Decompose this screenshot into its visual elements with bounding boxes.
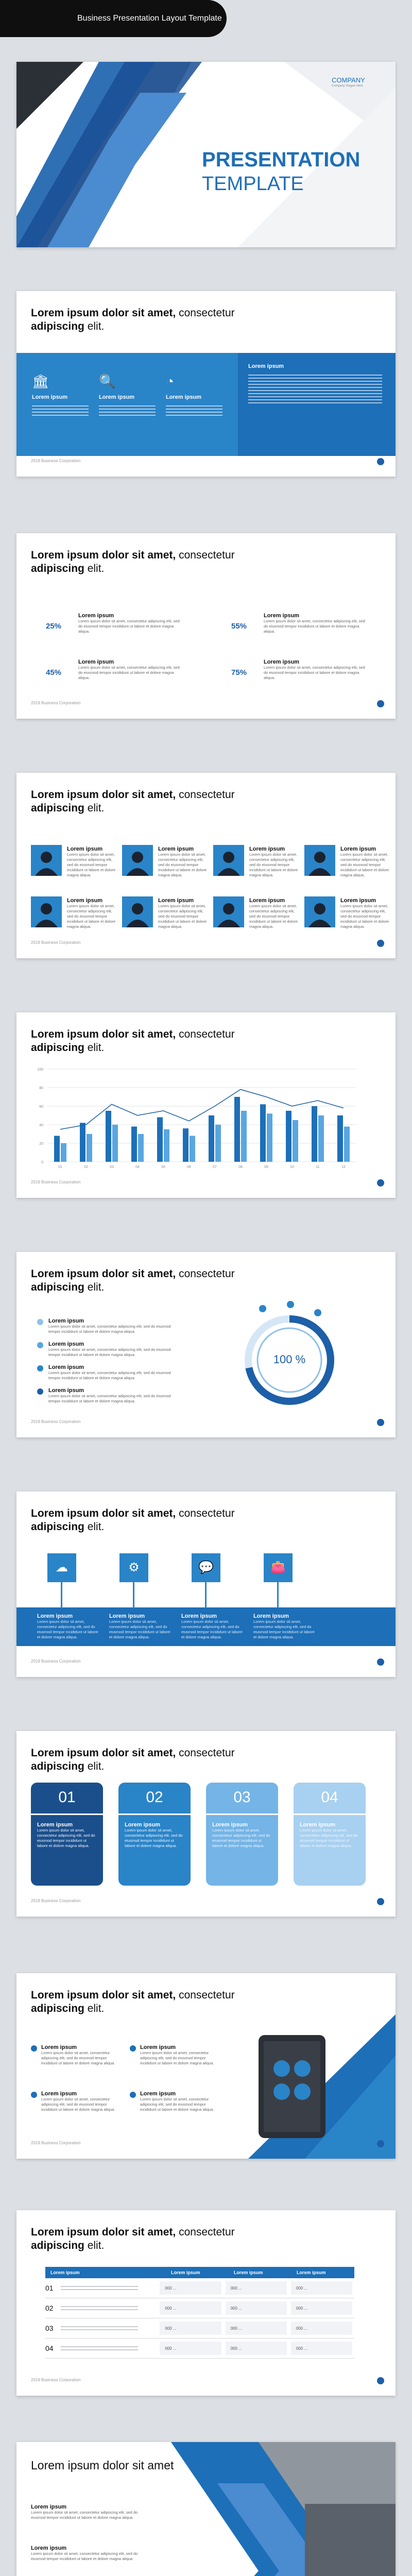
- bar-s1: [54, 1136, 60, 1162]
- x-tick: 02: [84, 1165, 88, 1169]
- bar-s1: [286, 1111, 291, 1162]
- cover-title-2: TEMPLATE: [202, 173, 304, 195]
- number-card: 03 Lorem ipsum Lorem ipsum dolor sit amet, consectetur adipiscing elit, sed do eiusmod tempor incididunt ut labore et dolore magna aliqua.: [206, 1783, 278, 1886]
- text-block: Lorem ipsum Lorem ipsum dolor sit amet, consectetur adipiscing elit, sed do eiusmod tempor incididunt ut labore et dolore magna aliqua.: [31, 2504, 138, 2520]
- search-icon: 🔍: [99, 374, 116, 389]
- bar-s2: [138, 1134, 144, 1162]
- avatar: [31, 845, 62, 876]
- bullet-dot: [130, 2092, 136, 2098]
- slide-closing: [16, 2442, 396, 2576]
- bar-s1: [80, 1123, 85, 1162]
- bar-s2: [267, 1113, 272, 1162]
- table-cell: 000 ...: [226, 2321, 287, 2335]
- bullet-dot: [37, 1388, 43, 1395]
- table-cell: 000 ...: [291, 2342, 352, 2355]
- slide-donut: Lorem ipsum dolor sit amet, consectetur adipiscing elit. 100 % 2019 Business Corporation Lorem ipsum Lorem ipsum dolor sit amet, consectetur adipiscing elit, sed do eiusmod tempor incididunt ut labore et dolore magna aliqua. Lorem ipsum Lorem ipsum dolor sit amet, consectetur adipiscing elit, sed do eiusmod tempor incididunt ut labore et dolore magna aliqua. Lorem ipsum Lorem ipsum dolor sit amet, consectetur adipiscing elit, sed do eiusmod tempor incididunt ut labore et dolore magna aliqua. Lorem ipsum Lorem ipsum dolor sit amet, consectetur adipiscing elit, sed do eiusmod tempor incididunt ut labore et dolore magna aliqua.: [16, 1252, 396, 1437]
- x-tick: 06: [187, 1165, 191, 1169]
- percent-value: 75%: [231, 668, 247, 677]
- bar-s1: [209, 1115, 214, 1162]
- slide-process: Lorem ipsum dolor sit amet, consectetur adipiscing elit. 2019 Business Corporation ☁ Lorem ipsum Lorem ipsum dolor sit amet, consectetur adipiscing elit, sed do eiusmod tempor incididunt ut labore et dolore magna aliqua. ⚙ Lorem ipsum Lorem ipsum dolor sit amet, consectetur adipiscing elit, sed do eiusmod tempor incididunt ut labore et dolore magna aliqua. 💬 Lorem ipsum Lorem ipsum dolor sit amet, consectetur adipiscing elit, sed do eiusmod tempor incididunt ut labore et dolore magna aliqua. 👛 Lorem ipsum Lorem ipsum dolor sit amet, consectetur adipiscing elit, sed do eiusmod tempor incididunt ut labore et dolore magna aliqua.: [16, 1492, 396, 1677]
- text-block: Lorem ipsum Lorem ipsum dolor sit amet, consectetur adipiscing elit, sed do eiusmod tempor incididunt ut labore et dolore magna aliqua.: [78, 613, 180, 634]
- bullet-dot: [37, 1365, 43, 1371]
- column-header: Lorem ipsum: [50, 2270, 80, 2275]
- number-card: 01 Lorem ipsum Lorem ipsum dolor sit amet, consectetur adipiscing elit, sed do eiusmod tempor incididunt ut labore et dolore magna aliqua.: [31, 1783, 103, 1886]
- table-row: [45, 2298, 354, 2318]
- bar-s2: [112, 1125, 118, 1162]
- text-block: Lorem ipsum Lorem ipsum dolor sit amet, consectetur adipiscing elit, sed do eiusmod tempor incididunt ut labore et dolore magna aliqua.: [340, 897, 389, 929]
- row-number: 03: [45, 2324, 54, 2332]
- y-tick: 100: [37, 1068, 43, 1072]
- header-bar: [0, 0, 227, 37]
- blue-banner: 🏛 🔍 ◔ Lorem ipsum Lorem ipsum Lorem ipsum Lorem ipsum: [16, 353, 396, 456]
- x-tick: 09: [264, 1165, 268, 1169]
- tablet-graphic: [16, 1973, 396, 2159]
- table-cell: 000 ...: [160, 2321, 221, 2335]
- header-label: Business Presentation Layout Template: [77, 14, 222, 23]
- process-text: Lorem ipsum Lorem ipsum dolor sit amet, consectetur adipiscing elit, sed do eiusmod tempor incididunt ut labore et dolore magna aliqua.: [109, 1613, 170, 1639]
- table-cell: 000 ...: [291, 2321, 352, 2335]
- text-block: Lorem ipsum Lorem ipsum dolor sit amet, consectetur adipiscing elit, sed do eiusmod tempor incididunt ut labore et dolore magna aliqua.: [249, 897, 298, 929]
- bullet-dot: [31, 2092, 37, 2098]
- bar-s1: [337, 1115, 343, 1162]
- card-number: 01: [58, 1789, 76, 1806]
- column-header: Lorem ipsum: [234, 2270, 263, 2275]
- slide-title: Lorem ipsum dolor sit amet, consectetur adipiscing elit.: [31, 307, 235, 332]
- x-tick: 01: [58, 1165, 62, 1169]
- avatar: [304, 896, 335, 927]
- x-tick: 10: [290, 1165, 294, 1169]
- slide-title: Lorem ipsum dolor sit amet, consectetur adipiscing elit.: [31, 1747, 235, 1772]
- bar-s2: [87, 1134, 92, 1162]
- bar-s1: [183, 1128, 188, 1162]
- x-tick: 05: [161, 1165, 165, 1169]
- slide-title: Lorem ipsum dolor sit amet, consectetur adipiscing elit.: [31, 2226, 235, 2251]
- bar-s2: [293, 1120, 298, 1162]
- bar-s1: [131, 1127, 137, 1162]
- row-number: 04: [45, 2344, 54, 2352]
- text-block: Lorem ipsum Lorem ipsum dolor sit amet, consectetur adipiscing elit, sed do eiusmod tempor incididunt ut labore et dolore magna aliqua.: [41, 2044, 115, 2065]
- slide-table: Lorem ipsum dolor sit amet, consectetur adipiscing elit. Lorem ipsum Lorem ipsum Lorem ipsum Lorem ipsum 01 000 ... 000 ... 000 ... 02 000 ... 000 ... 000 ... 03 000 ... 000 ... 000 ... 04 000 ... 000 ... 000 ... 2019 Business Corporation: [16, 2210, 396, 2396]
- text-block: Lorem ipsum Lorem ipsum dolor sit amet, consectetur adipiscing elit, sed do eiusmod tempor incididunt ut labore et dolore magna aliqua.: [67, 846, 116, 877]
- slide-cover: [16, 62, 396, 247]
- x-tick: 08: [238, 1165, 243, 1169]
- donut-center: 100 %: [273, 1353, 306, 1366]
- text-block: Lorem ipsum Lorem ipsum dolor sit amet, consectetur adipiscing elit, sed do eiusmod tempor incididunt ut labore et dolore magna aliqua.: [264, 613, 365, 634]
- y-tick: 60: [39, 1105, 43, 1109]
- cover-title-1: PRESENTATION: [202, 148, 360, 171]
- process-text: Lorem ipsum Lorem ipsum dolor sit amet, consectetur adipiscing elit, sed do eiusmod tempor incididunt ut labore et dolore magna aliqua.: [37, 1613, 98, 1639]
- bar-s2: [344, 1127, 350, 1162]
- number-card: 04 Lorem ipsum Lorem ipsum dolor sit amet, consectetur adipiscing elit, sed do eiusmod tempor incididunt ut labore et dolore magna aliqua.: [294, 1783, 366, 1886]
- y-tick: 20: [39, 1142, 43, 1146]
- company-slogan: Company Slogan Here: [332, 84, 363, 88]
- table-cell: 000 ...: [291, 2281, 352, 2295]
- bar-s2: [61, 1143, 66, 1162]
- text-block: Lorem ipsum Lorem ipsum dolor sit amet, consectetur adipiscing elit, sed do eiusmod tempor incididunt ut labore et dolore magna aliqua.: [78, 659, 180, 680]
- slide-title: Lorem ipsum dolor sit amet, consectetur adipiscing elit.: [31, 549, 235, 574]
- bar-s2: [318, 1115, 324, 1162]
- row-number: 01: [45, 2284, 54, 2292]
- table-row: [45, 2278, 354, 2298]
- avatar: [304, 845, 335, 876]
- table-row: [45, 2318, 354, 2338]
- bullet-dot: [130, 2045, 136, 2052]
- text-block: Lorem ipsum Lorem ipsum dolor sit amet, consectetur adipiscing elit, sed do eiusmod tempor incididunt ut labore et dolore magna aliqua.: [158, 846, 207, 877]
- x-tick: 03: [110, 1165, 114, 1169]
- table-cell: 000 ...: [291, 2301, 352, 2315]
- text-block: Lorem ipsum Lorem ipsum dolor sit amet, consectetur adipiscing elit, sed do eiusmod tempor incididunt ut labore et dolore magna aliqua.: [340, 846, 389, 877]
- slide-title: Lorem ipsum dolor sit amet, consectetur adipiscing elit.: [31, 1028, 235, 1054]
- table-cell: 000 ...: [226, 2281, 287, 2295]
- x-tick: 04: [135, 1165, 140, 1169]
- percent-value: 45%: [45, 668, 62, 677]
- card-number: 03: [233, 1789, 251, 1806]
- text-block: Lorem ipsum Lorem ipsum dolor sit amet, consectetur adipiscing elit, sed do eiusmod tempor incididunt ut labore et dolore magna aliqua.: [48, 1364, 171, 1380]
- bullet-dot: [31, 2045, 37, 2052]
- text-block: Lorem ipsum Lorem ipsum dolor sit amet, consectetur adipiscing elit, sed do eiusmod tempor incididunt ut labore et dolore magna aliqua.: [48, 1341, 171, 1357]
- table-cell: 000 ...: [160, 2342, 221, 2355]
- table-cell: 000 ...: [160, 2281, 221, 2295]
- slide-title: Lorem ipsum dolor sit amet, consectetur adipiscing elit.: [31, 1507, 235, 1533]
- company-name: COMPANY: [332, 76, 365, 84]
- trend-line: [60, 1090, 344, 1129]
- bullet-dot: [37, 1319, 43, 1325]
- cloud-icon: ☁: [47, 1553, 76, 1582]
- closing-title: Lorem ipsum dolor sit amet: [31, 2459, 174, 2472]
- slide-title: Lorem ipsum dolor sit amet, consectetur adipiscing elit.: [31, 789, 235, 814]
- bar-s1: [157, 1117, 163, 1162]
- slide-chart: Lorem ipsum dolor sit amet, consectetur adipiscing elit. 100 80 60 40 20 0 01 02 03 04 05 06 07 08 09 10 11 12 2019 Business Corporation: [16, 1012, 396, 1198]
- bar-s1: [234, 1097, 240, 1162]
- text-block: Lorem ipsum Lorem ipsum dolor sit amet, consectetur adipiscing elit, sed do eiusmod tempor incididunt ut labore et dolore magna aliqua.: [264, 659, 365, 680]
- table-row: [45, 2338, 354, 2359]
- y-tick: 80: [39, 1087, 43, 1090]
- number-card: 02 Lorem ipsum Lorem ipsum dolor sit amet, consectetur adipiscing elit, sed do eiusmod tempor incididunt ut labore et dolore magna aliqua.: [118, 1783, 191, 1886]
- x-tick: 12: [341, 1165, 346, 1169]
- process-text: Lorem ipsum Lorem ipsum dolor sit amet, consectetur adipiscing elit, sed do eiusmod tempor incididunt ut labore et dolore magna aliqua.: [253, 1613, 315, 1639]
- text-block: Lorem ipsum Lorem ipsum dolor sit amet, consectetur adipiscing elit, sed do eiusmod tempor incididunt ut labore et dolore magna aliqua.: [48, 1318, 171, 1334]
- slide-tablet: Lorem ipsum dolor sit amet, consectetur adipiscing elit. 2019 Business Corporation Lorem ipsum Lorem ipsum dolor sit amet, consectetur adipiscing elit, sed do eiusmod tempor incididunt ut labore et dolore magna aliqua. Lorem ipsum Lorem ipsum dolor sit amet, consectetur adipiscing elit, sed do eiusmod tempor incididunt ut labore et dolore magna aliqua. Lorem ipsum Lorem ipsum dolor sit amet, consectetur adipiscing elit, sed do eiusmod tempor incididunt ut labore et dolore magna aliqua. Lorem ipsum Lorem ipsum dolor sit amet, consectetur adipiscing elit, sed do eiusmod tempor incididunt ut labore et dolore magna aliqua.: [16, 1973, 396, 2159]
- text-block: Lorem ipsum Lorem ipsum dolor sit amet, consectetur adipiscing elit, sed do eiusmod tempor incididunt ut labore et dolore magna aliqua.: [140, 2044, 214, 2065]
- slide-title: Lorem ipsum dolor sit amet, consectetur adipiscing elit.: [31, 1268, 235, 1293]
- bar-s2: [215, 1125, 221, 1162]
- text-block: Lorem ipsum Lorem ipsum dolor sit amet, consectetur adipiscing elit, sed do eiusmod tempor incididunt ut labore et dolore magna aliqua.: [48, 1387, 171, 1403]
- y-tick: 0: [41, 1161, 43, 1164]
- chat-icon: 💬: [192, 1553, 220, 1582]
- wallet-icon: 👛: [264, 1553, 293, 1582]
- slide-team: Lorem ipsum dolor sit amet, consectetur adipiscing elit. 2019 Business Corporation Lorem ipsum Lorem ipsum dolor sit amet, consectetur adipiscing elit, sed do eiusmod tempor incididunt ut labore et dolore magna aliqua. Lorem ipsum Lorem ipsum dolor sit amet, consectetur adipiscing elit, sed do eiusmod tempor incididunt ut labore et dolore magna aliqua. Lorem ipsum Lorem ipsum dolor sit amet, consectetur adipiscing elit, sed do eiusmod tempor incididunt ut labore et dolore magna aliqua. Lorem ipsum Lorem ipsum dolor sit amet, consectetur adipiscing elit, sed do eiusmod tempor incididunt ut labore et dolore magna aliqua. Lorem ipsum Lorem ipsum dolor sit amet, consectetur adipiscing elit, sed do eiusmod tempor incididunt ut labore et dolore magna aliqua. Lorem ipsum Lorem ipsum dolor sit amet, consectetur adipiscing elit, sed do eiusmod tempor incididunt ut labore et dolore magna aliqua. Lorem ipsum Lorem ipsum dolor sit amet, consectetur adipiscing elit, sed do eiusmod tempor incididunt ut labore et dolore magna aliqua. Lorem ipsum Lorem ipsum dolor sit amet, consectetur adipiscing elit, sed do eiusmod tempor incididunt ut labore et dolore magna aliqua.: [16, 773, 396, 958]
- bar-s1: [260, 1104, 266, 1162]
- y-tick: 40: [39, 1124, 43, 1127]
- avatar: [213, 896, 244, 927]
- avatar: [213, 845, 244, 876]
- bar-s2: [241, 1111, 247, 1162]
- text-block: Lorem ipsum Lorem ipsum dolor sit amet, consectetur adipiscing elit, sed do eiusmod tempor incididunt ut labore et dolore magna aliqua.: [249, 846, 298, 877]
- text-block: Lorem ipsum Lorem ipsum dolor sit amet, consectetur adipiscing elit, sed do eiusmod tempor incididunt ut labore et dolore magna aliqua.: [31, 2545, 138, 2561]
- table-cell: 000 ...: [160, 2301, 221, 2315]
- slide-icons-banner: Lorem ipsum dolor sit amet, consectetur adipiscing elit. 🏛 🔍 ◔ Lorem ipsum Lorem ipsum Lorem ipsum Lorem ipsum 2019 Business Corporation: [16, 291, 396, 477]
- table-cell: 000 ...: [226, 2301, 287, 2315]
- process-text: Lorem ipsum Lorem ipsum dolor sit amet, consectetur adipiscing elit, sed do eiusmod tempor incididunt ut labore et dolore magna aliqua.: [181, 1613, 243, 1639]
- bar-s1: [106, 1111, 111, 1162]
- slide-title: Lorem ipsum dolor sit amet, consectetur adipiscing elit.: [31, 1989, 235, 2014]
- percent-value: 25%: [45, 622, 62, 631]
- avatar: [31, 896, 62, 927]
- table-header: [45, 2267, 354, 2278]
- card-number: 04: [321, 1789, 338, 1806]
- x-tick: 07: [213, 1165, 217, 1169]
- card-number: 02: [146, 1789, 163, 1806]
- bar-s2: [190, 1136, 195, 1162]
- row-number: 02: [45, 2304, 54, 2312]
- avatar: [122, 896, 153, 927]
- text-block: Lorem ipsum Lorem ipsum dolor sit amet, consectetur adipiscing elit, sed do eiusmod tempor incididunt ut labore et dolore magna aliqua.: [67, 897, 116, 929]
- text-block: Lorem ipsum Lorem ipsum dolor sit amet, consectetur adipiscing elit, sed do eiusmod tempor incididunt ut labore et dolore magna aliqua.: [140, 2091, 214, 2112]
- text-block: Lorem ipsum Lorem ipsum dolor sit amet, consectetur adipiscing elit, sed do eiusmod tempor incididunt ut labore et dolore magna aliqua.: [41, 2091, 115, 2112]
- pie-icon: ◔: [166, 374, 174, 389]
- bank-icon: 🏛: [32, 374, 49, 389]
- x-tick: 11: [316, 1165, 320, 1169]
- table-cell: 000 ...: [226, 2342, 287, 2355]
- slide-percentages: Lorem ipsum dolor sit amet, consectetur adipiscing elit. 2019 Business Corporation 25% Lorem ipsum Lorem ipsum dolor sit amet, consectetur adipiscing elit, sed do eiusmod tempor incididunt ut labore et dolore magna aliqua. 55% Lorem ipsum Lorem ipsum dolor sit amet, consectetur adipiscing elit, sed do eiusmod tempor incididunt ut labore et dolore magna aliqua. 45% Lorem ipsum Lorem ipsum dolor sit amet, consectetur adipiscing elit, sed do eiusmod tempor incididunt ut labore et dolore magna aliqua. 75% Lorem ipsum Lorem ipsum dolor sit amet, consectetur adipiscing elit, sed do eiusmod tempor incididunt ut labore et dolore magna aliqua.: [16, 533, 396, 719]
- bar-s2: [164, 1129, 169, 1162]
- bar-s1: [312, 1106, 317, 1162]
- bar-chart: [16, 1012, 396, 1198]
- bullet-dot: [37, 1342, 43, 1348]
- gear-icon: ⚙: [119, 1553, 148, 1582]
- text-block: Lorem ipsum Lorem ipsum dolor sit amet, consectetur adipiscing elit, sed do eiusmod tempor incididunt ut labore et dolore magna aliqua.: [158, 897, 207, 929]
- avatar: [122, 845, 153, 876]
- column-header: Lorem ipsum: [171, 2270, 200, 2275]
- slide-numbered: Lorem ipsum dolor sit amet, consectetur adipiscing elit. 2019 Business Corporation 01 Lorem ipsum Lorem ipsum dolor sit amet, consectetur adipiscing elit, sed do eiusmod tempor incididunt ut labore et dolore magna aliqua. 02 Lorem ipsum Lorem ipsum dolor sit amet, consectetur adipiscing elit, sed do eiusmod tempor incididunt ut labore et dolore magna aliqua. 03 Lorem ipsum Lorem ipsum dolor sit amet, consectetur adipiscing elit, sed do eiusmod tempor incididunt ut labore et dolore magna aliqua. 04 Lorem ipsum Lorem ipsum dolor sit amet, consectetur adipiscing elit, sed do eiusmod tempor incididunt ut labore et dolore magna aliqua.: [16, 1731, 396, 1917]
- column-header: Lorem ipsum: [297, 2270, 326, 2275]
- percent-value: 55%: [231, 622, 247, 631]
